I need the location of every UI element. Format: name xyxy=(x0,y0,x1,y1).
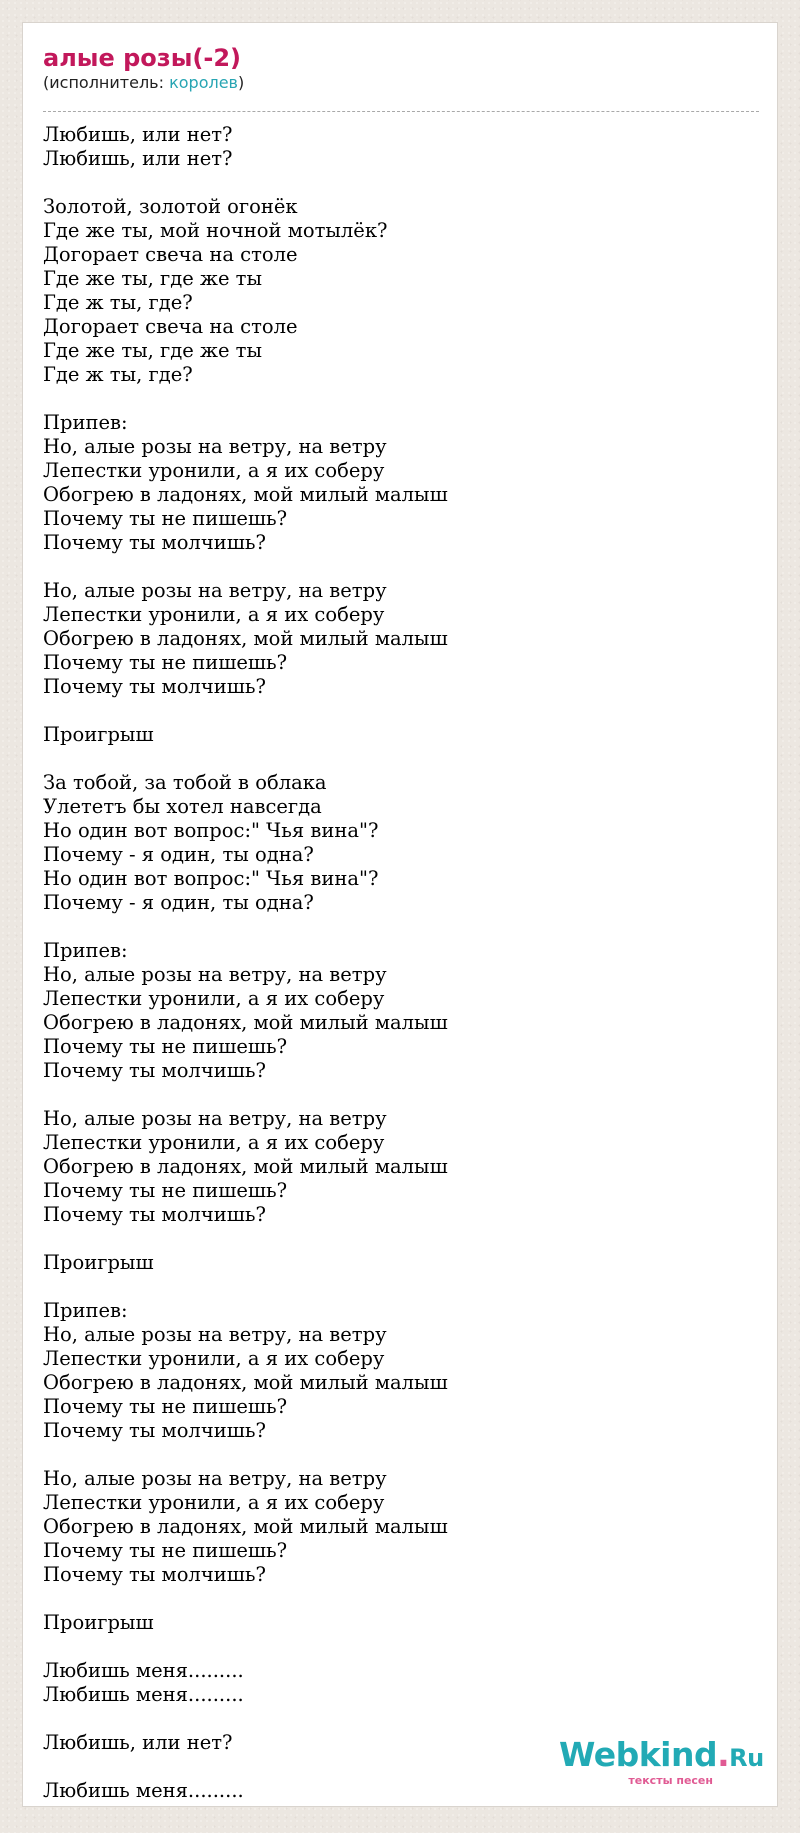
stanza-break xyxy=(43,915,759,939)
webkind-logo[interactable] xyxy=(559,1735,764,1787)
lyric-line: Проигрыш xyxy=(43,1611,154,1634)
lyric-line: Обогрею в ладонях, мой милый малыш xyxy=(43,1371,448,1394)
lyric-line: Где ж ты, где? xyxy=(43,363,193,386)
lyric-line: Где же ты, где же ты xyxy=(43,339,262,362)
lyric-line: Обогрею в ладонях, мой милый малыш xyxy=(43,483,448,506)
lyric-line: Но, алые розы на ветру, на ветру xyxy=(43,435,387,458)
lyric-line: Но, алые розы на ветру, на ветру xyxy=(43,1107,387,1130)
lyric-line: Золотой, золотой огонёк xyxy=(43,195,298,218)
lyric-line: Любишь, или нет? xyxy=(43,1731,233,1754)
logo-tagline: тексты песен xyxy=(628,1774,713,1787)
stanza-break xyxy=(43,1635,759,1659)
stanza-break xyxy=(43,555,759,579)
song-title: алые розы(-2) xyxy=(43,44,242,72)
lyric-line: Обогрею в ладонях, мой милый малыш xyxy=(43,1011,448,1034)
stanza-break xyxy=(43,1707,759,1731)
stanza-break xyxy=(43,747,759,771)
lyric-line: Почему - я один, ты одна? xyxy=(43,891,314,914)
lyric-line: Любишь меня......... xyxy=(43,1683,244,1706)
stanza-break xyxy=(43,699,759,723)
lyric-line: Припев: xyxy=(43,1299,128,1322)
lyric-line: Любишь меня......... xyxy=(43,1659,244,1682)
lyric-line: Почему ты не пишешь? xyxy=(43,651,288,674)
song-header xyxy=(43,43,759,93)
lyric-line: Любишь, или нет? xyxy=(43,123,233,146)
lyric-line: Почему - я один, ты одна? xyxy=(43,843,314,866)
artist-line xyxy=(43,73,759,93)
lyric-line: Лепестки уронили, а я их соберу xyxy=(43,459,385,482)
stanza-break xyxy=(43,1587,759,1611)
lyric-line: Почему ты не пишешь? xyxy=(43,1539,288,1562)
lyric-line: Улететъ бы хотел навсегда xyxy=(43,795,322,818)
stanza-break xyxy=(43,1443,759,1467)
lyric-line: Почему ты не пишешь? xyxy=(43,507,288,530)
lyrics-text xyxy=(43,123,759,1803)
lyric-line: Но один вот вопрос:" Чья вина"? xyxy=(43,867,379,890)
lyric-line: Проигрыш xyxy=(43,723,154,746)
lyric-line: Где же ты, где же ты xyxy=(43,267,262,290)
stanza-break xyxy=(43,1227,759,1251)
lyric-line: Догорает свеча на столе xyxy=(43,315,298,338)
lyric-line: Почему ты молчишь? xyxy=(43,531,266,554)
lyric-line: Лепестки уронили, а я их соберу xyxy=(43,1347,385,1370)
lyrics-card xyxy=(22,22,778,1807)
logo-dot: . xyxy=(717,1735,730,1774)
lyric-line: Почему ты молчишь? xyxy=(43,1419,266,1442)
logo-brand: Webkind xyxy=(559,1735,718,1774)
lyric-line: Обогрею в ладонях, мой милый малыш xyxy=(43,627,448,650)
lyric-line: Но, алые розы на ветру, на ветру xyxy=(43,963,387,986)
lyric-line: Почему ты молчишь? xyxy=(43,1059,266,1082)
lyric-line: Припев: xyxy=(43,411,128,434)
stanza-break xyxy=(43,1275,759,1299)
lyric-line: Лепестки уронили, а я их соберу xyxy=(43,987,385,1010)
lyric-line: Почему ты молчишь? xyxy=(43,675,266,698)
lyric-line: Лепестки уронили, а я их соберу xyxy=(43,1491,385,1514)
artist-prefix: (исполнитель: xyxy=(43,73,170,92)
lyric-line: Но, алые розы на ветру, на ветру xyxy=(43,1323,387,1346)
lyric-line: Где же ты, мой ночной мотылёк? xyxy=(43,219,388,242)
logo-tld: Ru xyxy=(729,1744,764,1772)
lyric-line: Почему ты не пишешь? xyxy=(43,1395,288,1418)
lyric-line: Почему ты молчишь? xyxy=(43,1203,266,1226)
lyric-line: Почему ты не пишешь? xyxy=(43,1035,288,1058)
lyric-line: Любишь меня......... xyxy=(43,1779,244,1802)
lyric-line: Проигрыш xyxy=(43,1251,154,1274)
lyric-line: Обогрею в ладонях, мой милый малыш xyxy=(43,1155,448,1178)
stanza-break xyxy=(43,171,759,195)
lyric-line: Но, алые розы на ветру, на ветру xyxy=(43,579,387,602)
logo-wordmark xyxy=(559,1735,764,1775)
artist-link[interactable]: королев xyxy=(169,73,238,92)
lyric-line: Лепестки уронили, а я их соберу xyxy=(43,1131,385,1154)
lyric-line: Обогрею в ладонях, мой милый малыш xyxy=(43,1515,448,1538)
lyric-line: Почему ты не пишешь? xyxy=(43,1179,288,1202)
header-divider xyxy=(43,111,759,112)
stanza-break xyxy=(43,387,759,411)
lyric-line: Догорает свеча на столе xyxy=(43,243,298,266)
stanza-break xyxy=(43,1083,759,1107)
artist-suffix: ) xyxy=(237,73,245,92)
lyric-line: Припев: xyxy=(43,939,128,962)
lyric-line: Почему ты молчишь? xyxy=(43,1563,266,1586)
lyric-line: Но, алые розы на ветру, на ветру xyxy=(43,1467,387,1490)
lyric-line: За тобой, за тобой в облака xyxy=(43,771,327,794)
lyric-line: Где ж ты, где? xyxy=(43,291,193,314)
lyric-line: Но один вот вопрос:" Чья вина"? xyxy=(43,819,379,842)
lyric-line: Лепестки уронили, а я их соберу xyxy=(43,603,385,626)
lyric-line: Любишь, или нет? xyxy=(43,147,233,170)
